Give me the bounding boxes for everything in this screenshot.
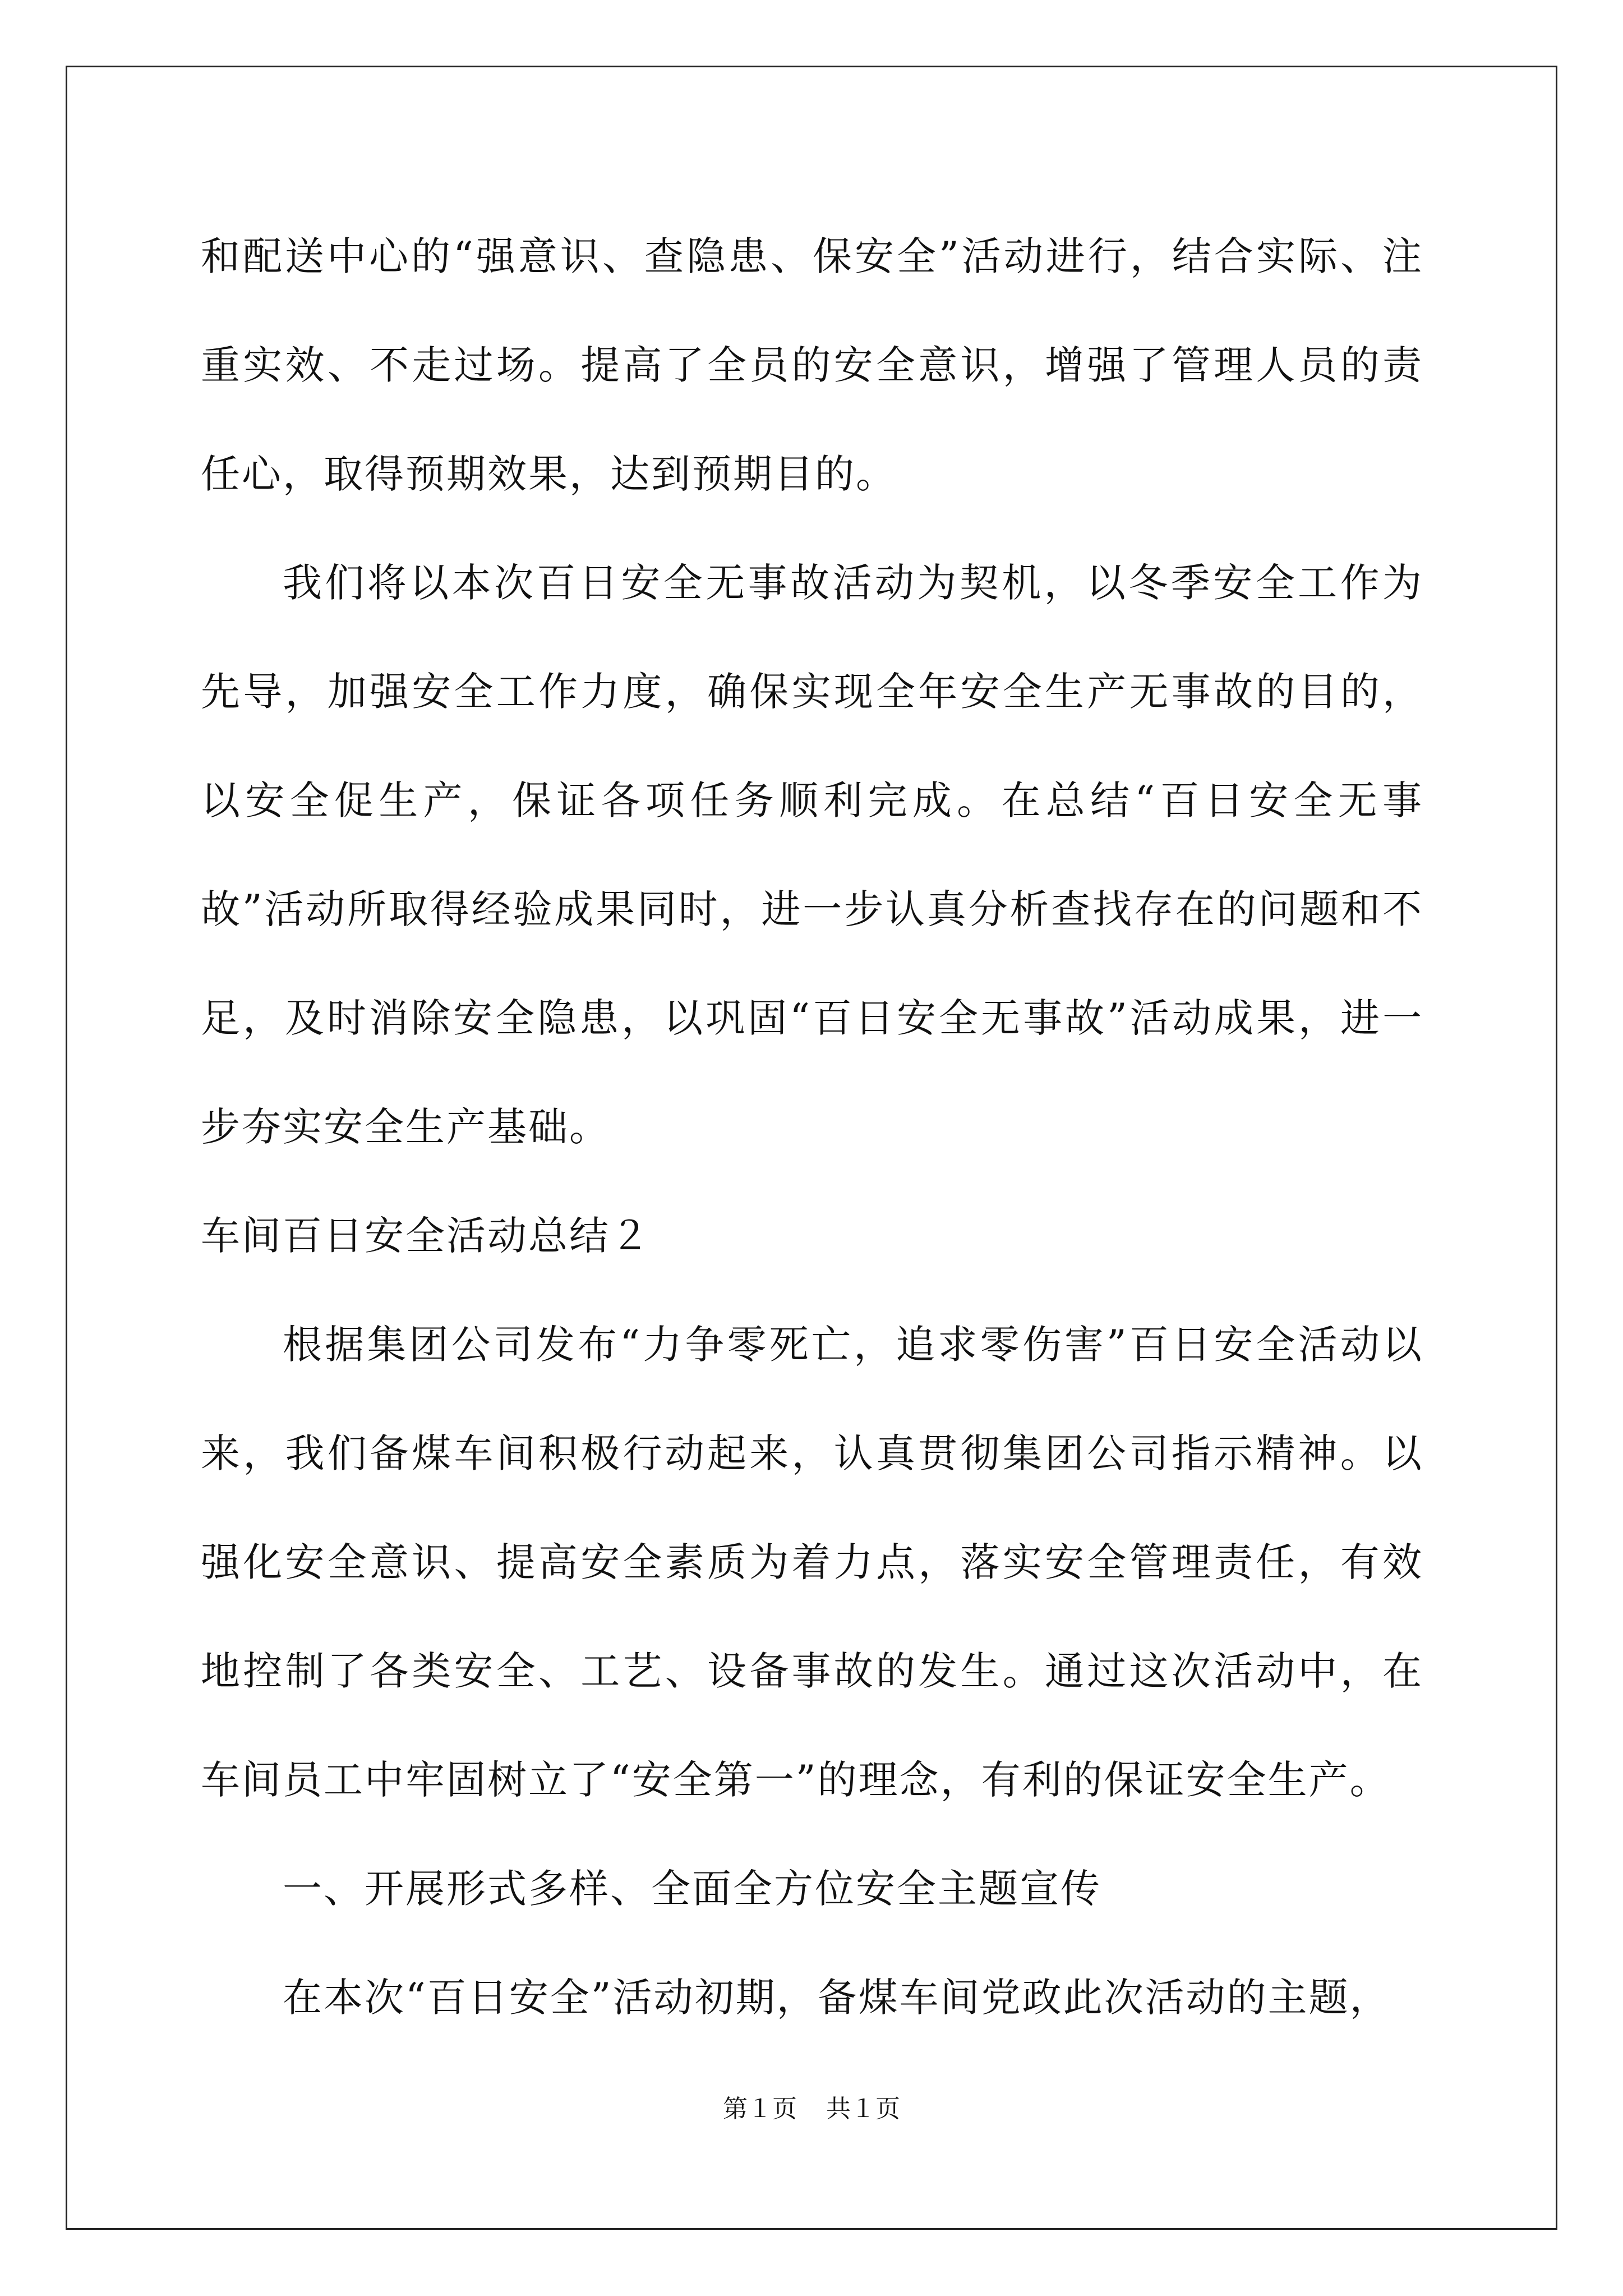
- paragraph-5: 在本次“百日安全”活动初期，备煤车间党政此次活动的主题，: [283, 1975, 1391, 2021]
- total-pages: 共１页: [826, 2095, 900, 2123]
- document-body: [201, 202, 1423, 2052]
- paragraph-4-subheading: 一、开展形式多样、全面全方位安全主题宣传: [283, 1866, 1101, 1912]
- paragraph-1: 和配送中心的“强意识、查隐患、保安全”活动进行，结合实际、注重实效、不走过场。提高了全员的安全意识，增强了管理人员的责任心，取得预期效果，达到预期目的。: [201, 233, 1423, 497]
- page-footer: [0, 2092, 1623, 2126]
- page-number: 第１页: [723, 2095, 797, 2123]
- section-heading: 车间百日安全活动总结２: [201, 1213, 651, 1259]
- paragraph-3: 根据集团公司发布“力争零死亡，追求零伤害”百日安全活动以来，我们备煤车间积极行动起来，认真贯彻集团公司指示精神。以强化安全意识、提高安全素质为着力点，落实安全管理责任，有效地控制了各类安全、工艺、设备事故的发生。通过这次活动中，在车间员工中牢固树立了“安全第一”的理念，有利的保证安全生产。: [201, 1322, 1423, 1803]
- paragraph-2: 我们将以本次百日安全无事故活动为契机，以冬季安全工作为先导，加强安全工作力度，确保实现全年安全生产无事故的目的，以安全促生产，保证各项任务顺利完成。在总结“百日安全无事故”活动所取得经验成果同时，进一步认真分析查找存在的问题和不足，及时消除安全隐患，以巩固“百日安全无事故”活动成果，进一步夯实安全生产基础。: [201, 560, 1423, 1150]
